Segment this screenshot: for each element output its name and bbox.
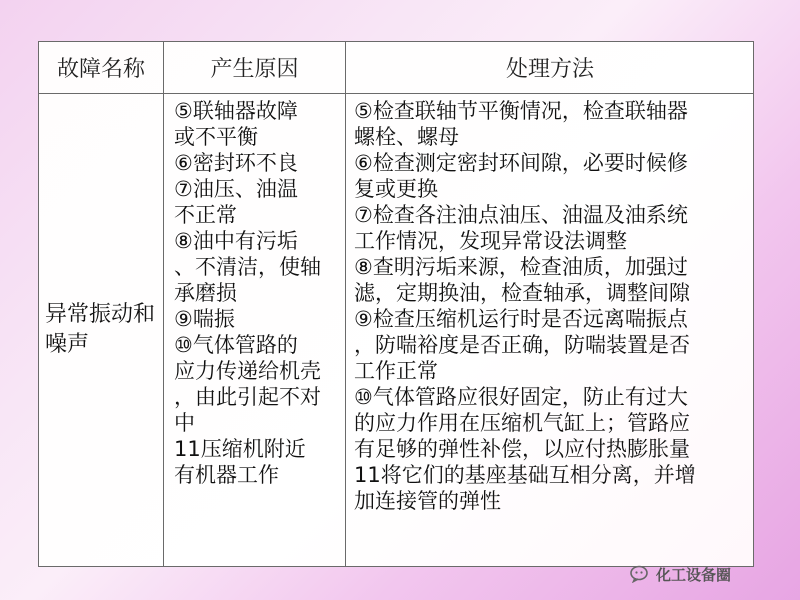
remedy-line: ，防喘裕度是否正确，防喘装置是否 <box>354 333 690 357</box>
remedy-line: 螺栓、螺母 <box>354 125 459 149</box>
remedy-line: ⑨检查压缩机运行时是否远离喘振点 <box>354 307 688 331</box>
cause-line: 、不清洁，使轴 <box>174 255 321 279</box>
header-cause: 产生原因 <box>164 42 346 94</box>
cause-line: 11压缩机附近 <box>174 437 306 461</box>
fault-table <box>38 41 754 567</box>
remedy-cell <box>346 94 754 566</box>
fault-name-cell <box>39 94 164 566</box>
cause-line: 中 <box>174 411 195 435</box>
remedy-line: 工作情况，发现异常设法调整 <box>354 229 627 253</box>
cause-cell <box>164 94 346 566</box>
cause-line: ，由此引起不对 <box>174 385 321 409</box>
cause-line: 有机器工作 <box>174 463 279 487</box>
cause-line: ⑥密封环不良 <box>174 151 298 175</box>
cause-line: ⑩气体管路的 <box>174 333 298 357</box>
cause-line: 应力传递给机壳 <box>174 359 321 383</box>
remedy-line: 工作正常 <box>354 359 438 383</box>
header-remedy: 处理方法 <box>346 42 754 94</box>
cause-line: 承磨损 <box>174 281 237 305</box>
cause-line: ⑨喘振 <box>174 307 235 331</box>
remedy-line: 11将它们的基座基础互相分离，并增 <box>354 463 696 487</box>
remedy-line: 复或更换 <box>354 177 438 201</box>
remedy-line: ⑥检查测定密封环间隙，必要时候修 <box>354 151 688 175</box>
cause-line: ⑦油压、油温 <box>174 177 298 201</box>
remedy-line: 有足够的弹性补偿，以应付热膨胀量 <box>354 437 690 461</box>
remedy-line: ⑧查明污垢来源，检查油质，加强过 <box>354 255 688 279</box>
remedy-line: 滤，定期换油，检查轴承，调整间隙 <box>354 281 690 305</box>
cause-line: 不正常 <box>174 203 237 227</box>
fault-name-text: 异常振动和噪声 <box>45 302 156 357</box>
cause-line: 或不平衡 <box>174 125 258 149</box>
cause-line: ⑤联轴器故障 <box>174 99 298 123</box>
remedy-line: 的应力作用在压缩机气缸上；管路应 <box>354 411 690 435</box>
wechat-bubble-icon <box>630 565 652 583</box>
remedy-line: ⑦检查各注油点油压、油温及油系统 <box>354 203 688 227</box>
remedy-line: ⑤检查联轴节平衡情况，检查联轴器 <box>354 99 688 123</box>
remedy-line: 加连接管的弹性 <box>354 489 501 513</box>
watermark <box>630 560 731 588</box>
cause-line: ⑧油中有污垢 <box>174 229 298 253</box>
header-fault-name: 故障名称 <box>39 42 164 94</box>
remedy-line: ⑩气体管路应很好固定，防止有过大 <box>354 385 688 409</box>
watermark-text: 化工设备圈 <box>656 565 732 584</box>
